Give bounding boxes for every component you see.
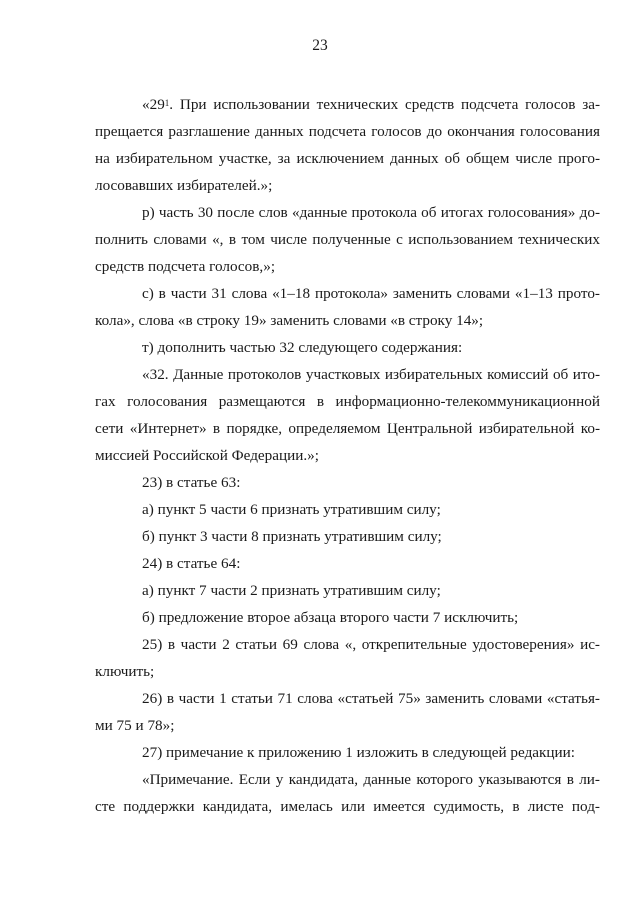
text-line: прещается разглашение данных подсчета голосов до окончания голосования (95, 123, 600, 140)
text-line: 24) в статье 64: (142, 555, 241, 572)
text-line: средств подсчета голосов,»; (95, 258, 276, 275)
text-line: 23) в статье 63: (142, 474, 241, 491)
text-fragment: «29 (142, 96, 165, 113)
text-line: а) пункт 5 части 6 признать утратившим силу; (142, 501, 441, 518)
text-line: лосовавших избирателей.»; (95, 177, 273, 194)
text-line: 27) примечание к приложению 1 изложить в следующей редакции: (142, 744, 576, 761)
text-line: кола», слова «в строку 19» заменить словами «в строку 14»; (95, 312, 484, 329)
text-line: полнить словами «, в том числе полученные с использованием технических (95, 231, 600, 248)
text-line: б) пункт 3 части 8 признать утратившим силу; (142, 528, 442, 545)
text-line: сети «Интернет» в порядке, определяемом Центральной избирательной ко- (95, 420, 600, 437)
text-line: ключить; (95, 663, 155, 680)
text-line: «32. Данные протоколов участковых избирательных комиссий об ито- (142, 366, 600, 383)
text-line: т) дополнить частью 32 следующего содержания: (142, 339, 463, 356)
page-number: 23 (312, 37, 328, 54)
text-line: сте поддержки кандидата, имелась или имеется судимость, в листе под- (95, 798, 600, 815)
text-line: 26) в части 1 статьи 71 слова «статьей 75» заменить словами «статья- (142, 690, 600, 707)
text-line: «Примечание. Если у кандидата, данные которого указываются в ли- (142, 771, 600, 788)
text-line: с) в части 31 слова «1–18 протокола» заменить словами «1–13 прото- (142, 285, 600, 302)
text-line: р) часть 30 после слов «данные протокола об итогах голосования» до- (142, 204, 600, 221)
text-line: 25) в части 2 статьи 69 слова «, открепительные удостоверения» ис- (142, 636, 600, 653)
text-line: б) предложение второе абзаца второго части 7 исключить; (142, 609, 519, 626)
text-fragment: . При использовании технических средств подсчета голосов за- (169, 96, 600, 113)
text-line: гах голосования размещаются в информационно-телекоммуникационной (95, 393, 600, 410)
text-line: миссией Российской Федерации.»; (95, 447, 319, 464)
text-line: а) пункт 7 части 2 признать утратившим силу; (142, 582, 441, 599)
text-line: на избирательном участке, за исключением данных об общем числе прого- (95, 150, 600, 167)
superscript: 1 (164, 98, 170, 108)
text-line: ми 75 и 78»; (95, 717, 175, 734)
text-line (142, 96, 600, 114)
